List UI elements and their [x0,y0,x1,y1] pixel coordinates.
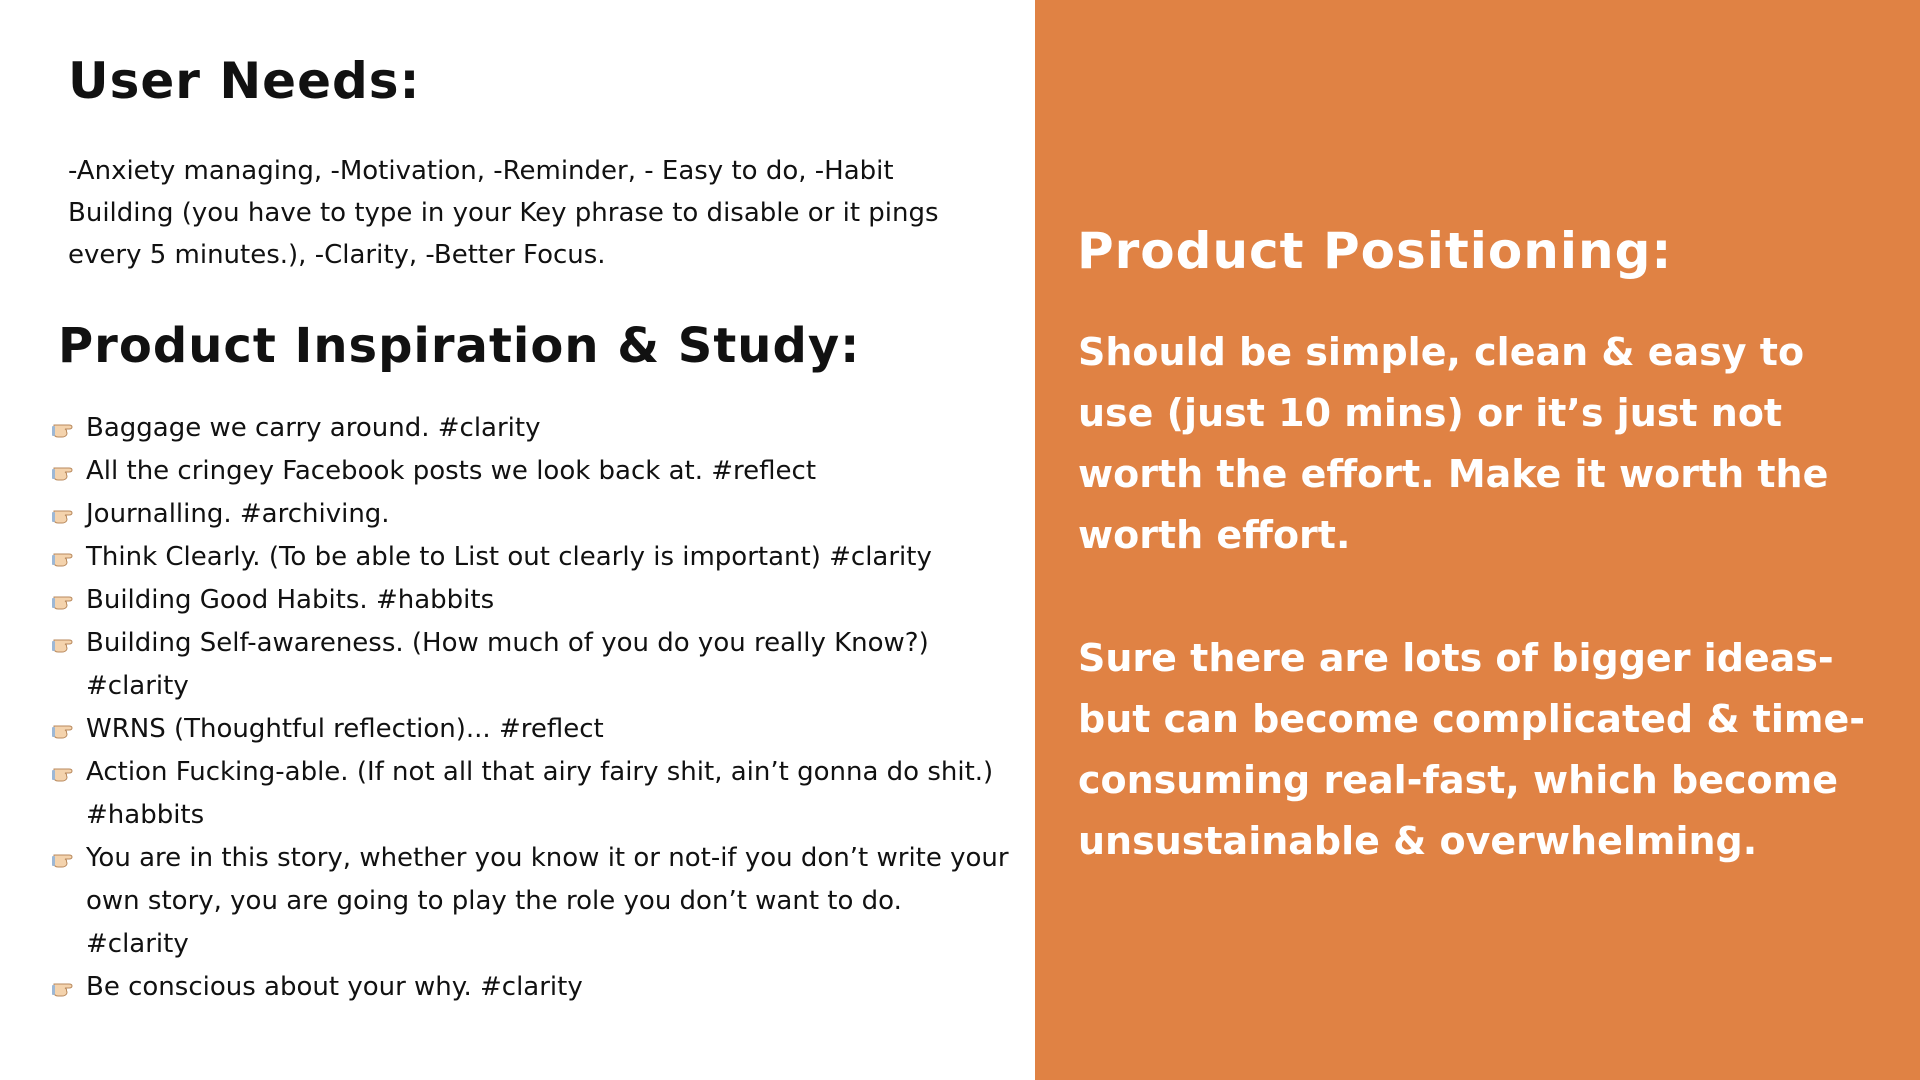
inspiration-heading: Product Inspiration & Study: [58,318,861,374]
pointing-hand-icon [52,622,86,665]
list-item-text: You are in this story, whether you know it or not-if you don’t write your own story, you are going to play the role you don’t want to do. #clarity [86,843,1009,959]
inspiration-list [52,407,1012,1009]
list-item [52,493,1012,536]
list-item [52,751,1012,837]
list-item [52,837,1012,966]
list-item-text: Think Clearly. (To be able to List out clearly is important) #clarity [86,542,932,572]
pointing-hand-icon [52,407,86,450]
list-item [52,966,1012,1009]
list-item-text: Action Fucking-able. (If not all that airy fairy shit, ain’t gonna do shit.) #habbits [86,757,994,830]
pointing-hand-icon [52,966,86,1009]
list-item [52,708,1012,751]
pointing-hand-icon [52,536,86,579]
positioning-paragraph-1: Should be simple, clean & easy to use (just 10 mins) or it’s just not worth the effort. Make it worth the worth effort. [1078,330,1829,557]
list-item-text: Building Good Habits. #habbits [86,585,495,615]
pointing-hand-icon [52,708,86,751]
list-item [52,579,1012,622]
user-needs-text: -Anxiety managing, -Motivation, -Reminder, - Easy to do, -Habit Building (you have to type in your Key phrase to disable or it pings every 5 minutes.), -Clarity, -Better Focus. [68,156,939,270]
right-panel [1035,0,1920,1080]
list-item [52,450,1012,493]
positioning-heading: Product Positioning: [1077,222,1673,280]
pointing-hand-icon [52,751,86,794]
list-item [52,536,1012,579]
user-needs-heading: User Needs: [68,52,421,110]
pointing-hand-icon [52,450,86,493]
positioning-paragraph-2: Sure there are lots of bigger ideas- but can become complicated & time-consuming real-fast, which become unsustainable & overwhelming. [1078,636,1866,863]
list-item-text: Be conscious about your why. #clarity [86,972,583,1002]
list-item-text: WRNS (Thoughtful reflection)... #reflect [86,714,604,744]
list-item-text: Building Self-awareness. (How much of you do you really Know?) #clarity [86,628,929,701]
pointing-hand-icon [52,579,86,622]
list-item [52,622,1012,708]
list-item [52,407,1012,450]
pointing-hand-icon [52,493,86,536]
pointing-hand-icon [52,837,86,880]
list-item-text: Baggage we carry around. #clarity [86,413,541,443]
list-item-text: All the cringey Facebook posts we look back at. #reflect [86,456,817,486]
list-item-text: Journalling. #archiving. [86,499,390,529]
